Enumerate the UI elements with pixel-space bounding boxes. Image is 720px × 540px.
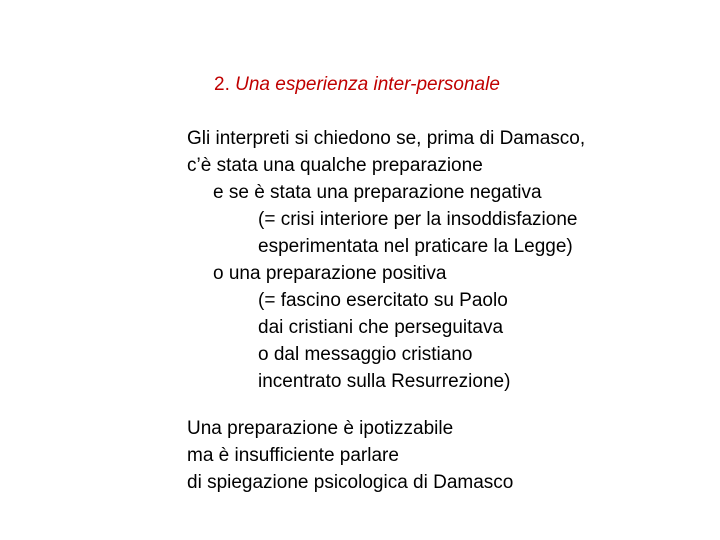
- conclusion-text: [187, 415, 513, 496]
- conclusion-line: Una preparazione è ipotizzabile: [187, 418, 454, 439]
- body-line: Gli interpreti si chiedono se, prima di Damasco,: [187, 128, 586, 149]
- body-line: esperimentata nel praticare la Legge): [258, 236, 573, 257]
- body-line: (= fascino esercitato su Paolo: [258, 290, 508, 311]
- conclusion-line: ma è insufficiente parlare: [187, 445, 399, 466]
- body-line: (= crisi interiore per la insoddisfazione: [258, 209, 578, 230]
- body-line: incentrato sulla Resurrezione): [258, 371, 511, 392]
- slide-title: [214, 72, 500, 98]
- title-number: 2.: [214, 74, 230, 95]
- body-text: [187, 125, 585, 395]
- body-line: c’è stata una qualche preparazione: [187, 155, 483, 176]
- body-line: o una preparazione positiva: [213, 263, 447, 284]
- title-text: Una esperienza inter-personale: [235, 74, 500, 95]
- body-line: e se è stata una preparazione negativa: [213, 182, 542, 203]
- body-line: o dal messaggio cristiano: [258, 344, 473, 365]
- body-line: dai cristiani che perseguitava: [258, 317, 504, 338]
- conclusion-line: di spiegazione psicologica di Damasco: [187, 472, 514, 493]
